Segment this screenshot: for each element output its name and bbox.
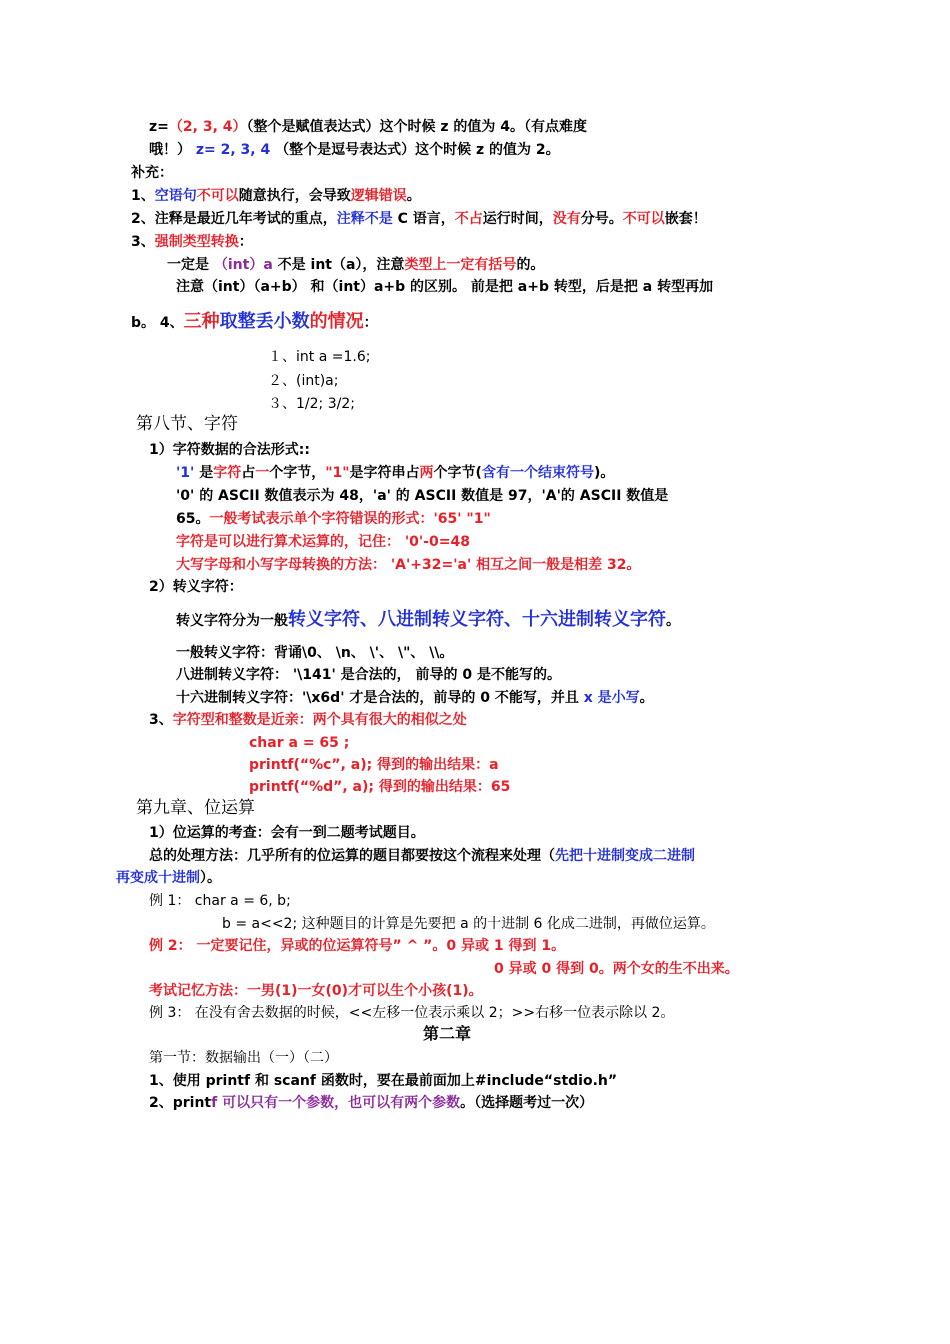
text-line: ２、(int)a; <box>268 373 339 389</box>
code-line: char a = 65 ; <box>249 735 350 751</box>
text-line: 哦！） z= 2, 3, 4 （整个是逗号表达式）这个时候 z 的值为 2。 <box>149 142 560 158</box>
text-line: 第一节：数据输出（一）（二） <box>149 1050 338 1066</box>
text-line: 八进制转义字符： '\141' 是合法的， 前导的 0 是不能写的。 <box>176 667 562 683</box>
text-line: 字符是可以进行算术运算的，记住： '0'-0=48 <box>176 534 470 550</box>
text-line: 1、空语句不可以随意执行，会导致逻辑错误。 <box>131 188 421 204</box>
section-heading: 第九章、位运算 <box>136 798 255 818</box>
section-heading: 第八节、字符 <box>136 414 238 434</box>
text-line: z=（2, 3, 4）（整个是赋值表达式）这个时候 z 的值为 4。（有点难度 <box>149 119 588 135</box>
text-line: 例 1： char a = 6, b; <box>149 893 291 909</box>
text-line: 转义字符分为一般转义字符、八进制转义字符、十六进制转义字符。 <box>176 609 680 630</box>
text-line: １、int a =1.6; <box>268 349 371 365</box>
text-line: 补充： <box>131 165 173 181</box>
text-line: 3、字符型和整数是近亲：两个具有很大的相似之处 <box>149 712 467 728</box>
text-line: 1）位运算的考查：会有一到二题考试题目。 <box>149 825 425 841</box>
text-line: 十六进制转义字符：'\x6d' 才是合法的，前导的 0 不能写，并且 x 是小写。 <box>176 690 654 706</box>
text-line: 2、printf 可以只有一个参数，也可以有两个参数。（选择题考过一次） <box>149 1095 594 1111</box>
text-line: 例 3： 在没有舍去数据的时候，<<左移一位表示乘以 2；>>右移一位表示除以 2。 <box>149 1005 675 1021</box>
text-line: 一定是 （int）a 不是 int（a），注意类型上一定有括号的。 <box>167 257 545 273</box>
text-line: 1）字符数据的合法形式:: <box>149 442 310 458</box>
text-line: 注意（int）（a+b） 和（int）a+b 的区别。 前是把 a+b 转型，后是把 a 转型再加 <box>176 279 714 295</box>
code-line: printf(“%d”, a); 得到的输出结果：65 <box>249 779 511 795</box>
text-line: 1、使用 printf 和 scanf 函数时，要在最前面加上#include“stdio.h” <box>149 1073 618 1089</box>
text-line: b。 4、三种取整丢小数的情况： <box>131 311 378 332</box>
text-line: 一般转义字符：背诵\0、 \n、 \'、 \"、 \\。 <box>176 645 454 661</box>
code-line: printf(“%c”, a); 得到的输出结果：a <box>249 757 499 773</box>
text-line: 考试记忆方法：一男(1)一女(0)才可以生个小孩(1)。 <box>149 983 483 999</box>
text-line: '0' 的 ASCII 数值表示为 48，'a' 的 ASCII 数值是 97，'A'的 ASCII 数值是 <box>176 488 669 504</box>
text-line: 2、注释是最近几年考试的重点，注释不是 C 语言，不占运行时间，没有分号。不可以嵌套！ <box>131 211 707 227</box>
text-line: 总的处理方法：几乎所有的位运算的题目都要按这个流程来处理（先把十进制变成二进制 <box>149 848 695 864</box>
text-line: ３、1/2; 3/2; <box>268 396 355 412</box>
text-line: 0 异或 0 得到 0。两个女的生不出来。 <box>494 961 739 977</box>
text-line: 2）转义字符： <box>149 579 243 595</box>
text-line: 大写字母和小写字母转换的方法： 'A'+32='a' 相互之间一般是相差 32。 <box>176 557 641 573</box>
text-line: 例 2： 一定要记住，异或的位运算符号” ^ ”。0 异或 1 得到 1。 <box>149 938 566 954</box>
text-line: 3、强制类型转换： <box>131 234 253 250</box>
text-line: '1' 是字符占一个字节，"1"是字符串占两个字节(含有一个结束符号)。 <box>176 465 615 481</box>
chapter-heading: 第二章 <box>423 1024 472 1043</box>
text-line: 再变成十进制）。 <box>116 870 221 886</box>
text-line: 65。一般考试表示单个字符错误的形式：'65' "1" <box>176 511 491 527</box>
text-line: b = a<<2; 这种题目的计算是先要把 a 的十进制 6 化成二进制，再做位运算。 <box>222 916 715 932</box>
